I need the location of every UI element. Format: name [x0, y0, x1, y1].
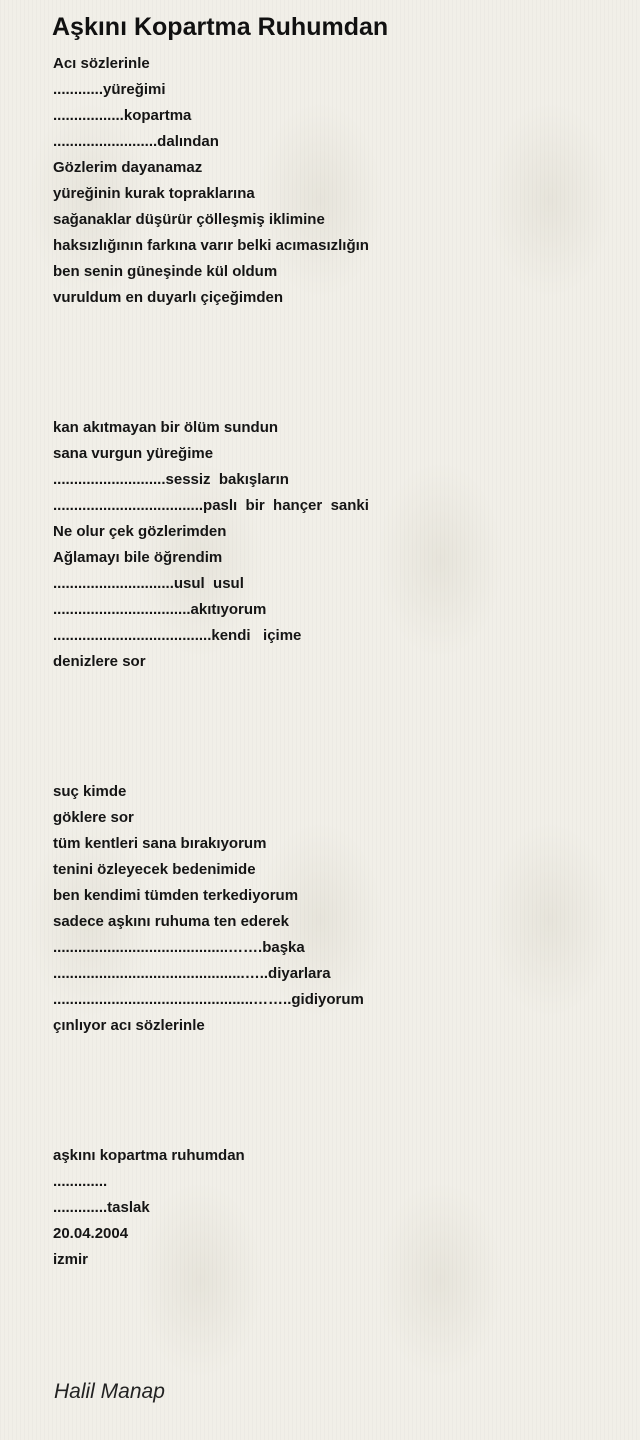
poem-line: haksızlığının farkına varır belki acımasızlığın — [53, 237, 369, 254]
poem-line: sana vurgun yüreğime — [53, 445, 214, 462]
poem-line: Ağlamayı bile öğrendim — [53, 549, 223, 566]
stanza-2 — [53, 415, 613, 675]
poem-line: ..........................................…….başka — [53, 939, 305, 956]
poem-line: suç kimde — [53, 783, 127, 800]
poem-line: Ne olur çek gözlerimden — [53, 523, 227, 540]
poem-title: Aşkını Kopartma Ruhumdan — [52, 13, 389, 41]
poem-line: ....................................paslı bir hançer sanki — [53, 497, 369, 514]
poem-line: denizlere sor — [53, 653, 146, 670]
poem-line: vuruldum en duyarlı çiçeğimden — [53, 289, 284, 306]
poem-place: izmir — [53, 1251, 89, 1268]
poem-line: ................................................……..gidiyorum — [53, 991, 364, 1008]
poem-line: .................kopartma — [53, 107, 192, 124]
poem-line: .............................usul usul — [53, 575, 244, 592]
poem-line: Acı sözlerinle — [53, 55, 150, 72]
poem-line: .................................akıtıyorum — [53, 601, 267, 618]
poem-line: göklere sor — [53, 809, 134, 826]
poem-line: ............. — [53, 1173, 108, 1190]
poem-line: .............taslak — [53, 1199, 150, 1216]
poem-line: ............yüreğimi — [53, 81, 166, 98]
poem-line: sağanaklar düşürür çölleşmiş iklimine — [53, 211, 325, 228]
poem-line: ..............................................…..diyarlara — [53, 965, 331, 982]
poem-line: tüm kentleri sana bırakıyorum — [53, 835, 267, 852]
poem-line: .........................dalından — [53, 133, 219, 150]
poem-line: ben kendimi tümden terkediyorum — [53, 887, 299, 904]
poem-line: ...........................sessiz bakışların — [53, 471, 289, 488]
poem-date: 20.04.2004 — [53, 1225, 129, 1242]
poem-line: çınlıyor acı sözlerinle — [53, 1017, 205, 1034]
poem-line: ......................................kendi içime — [53, 627, 302, 644]
poem-line: Gözlerim dayanamaz — [53, 159, 203, 176]
poem-line: yüreğinin kurak topraklarına — [53, 185, 255, 202]
poem-line: ben senin güneşinde kül oldum — [53, 263, 278, 280]
poem-line: sadece aşkını ruhuma ten ederek — [53, 913, 289, 930]
stanza-3 — [53, 779, 613, 1039]
author-name: Halil Manap — [54, 1380, 165, 1403]
poem-line: kan akıtmayan bir ölüm sundun — [53, 419, 279, 436]
stanza-1 — [53, 51, 613, 311]
poem-line: aşkını kopartma ruhumdan — [53, 1147, 245, 1164]
poem-body — [53, 51, 613, 1273]
stanza-4 — [53, 1143, 613, 1273]
poem-line: tenini özleyecek bedenimide — [53, 861, 256, 878]
